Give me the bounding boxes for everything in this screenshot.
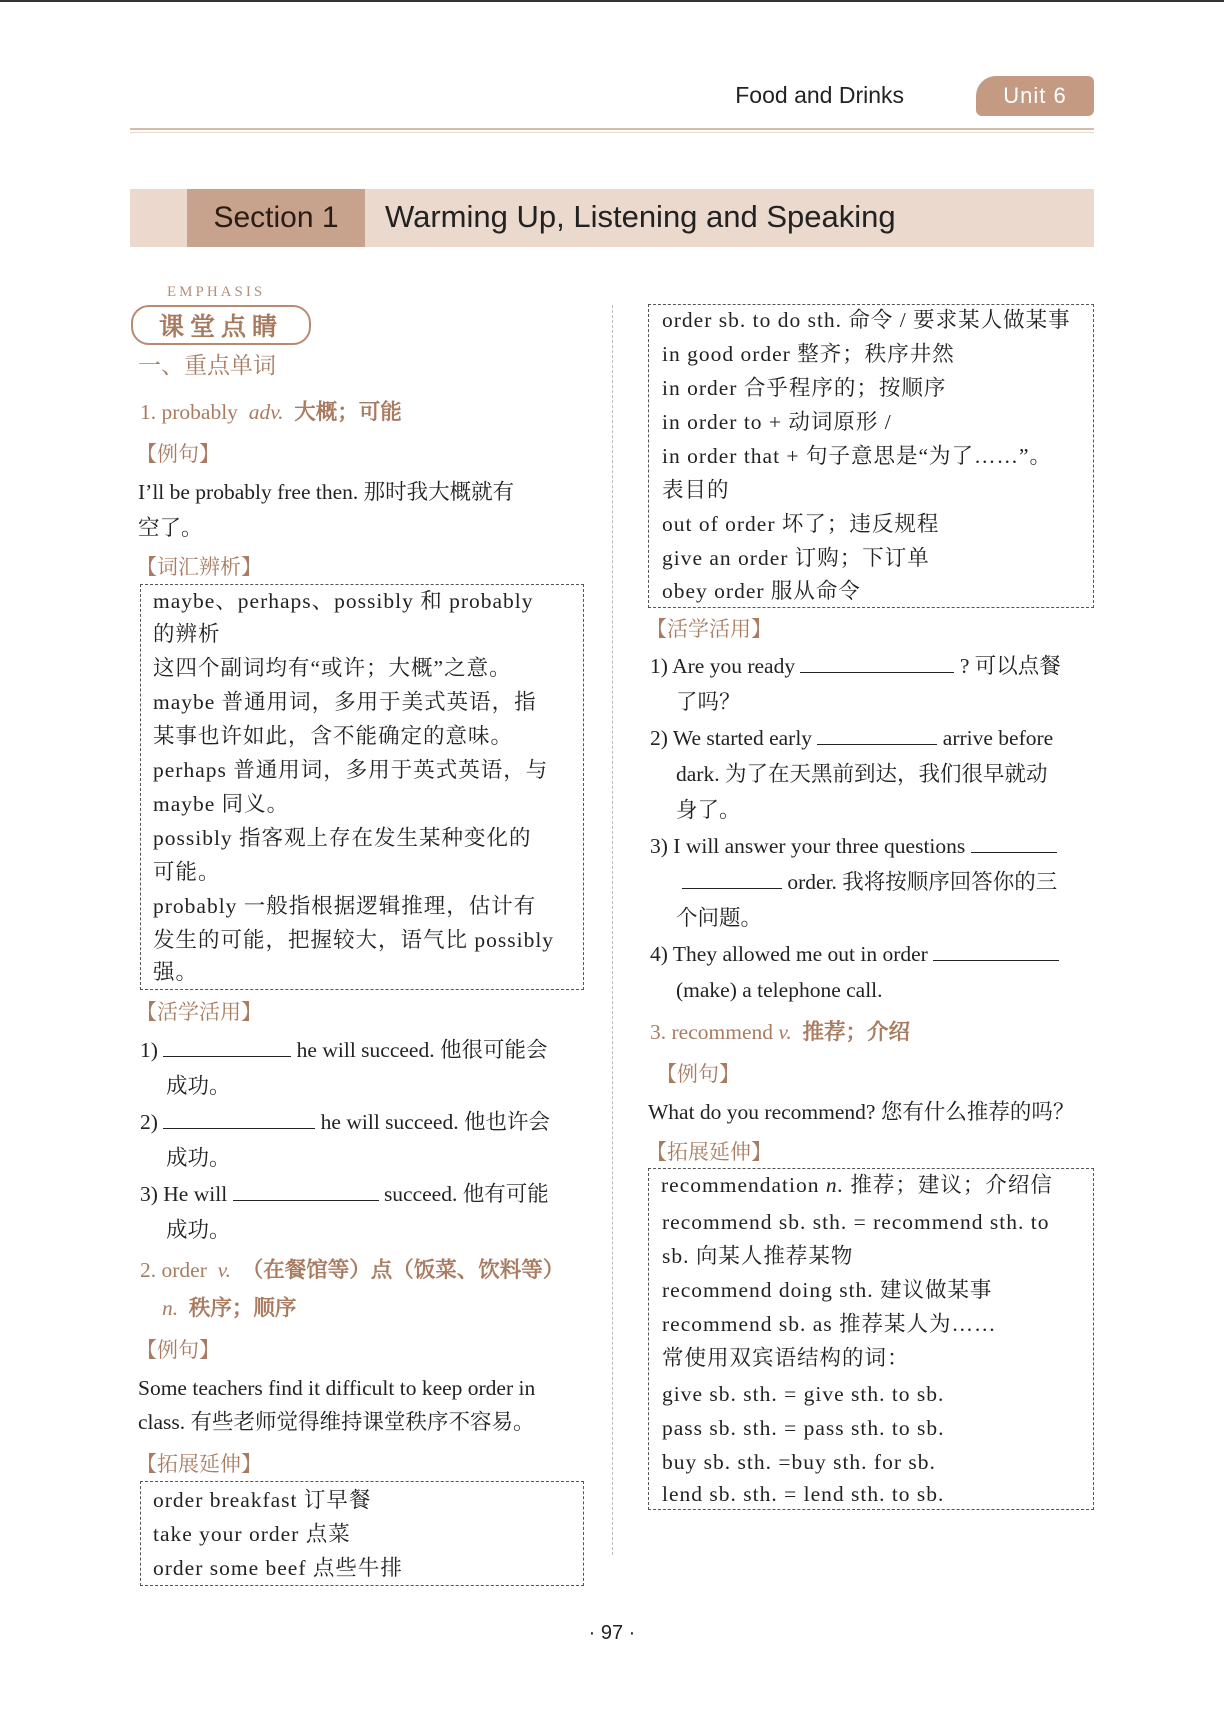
extend-line: 常使用双宾语结构的词： bbox=[662, 1346, 910, 1370]
example-line: What do you recommend? 您有什么推荐的吗？ bbox=[648, 1100, 1075, 1124]
word-entry-recommend bbox=[650, 1018, 910, 1046]
extend-line: buy sb. sth. =buy sth. for sb. bbox=[662, 1450, 936, 1474]
label-practice: 【活学活用】 bbox=[646, 617, 772, 641]
extend-line: sb. 向某人推荐某物 bbox=[662, 1244, 854, 1268]
word-meaning: 大概；可能 bbox=[294, 400, 402, 424]
extend-line: lend sb. sth. = lend sth. to sb. bbox=[662, 1482, 945, 1506]
example-line: I’ll be probably free then. 那时我大概就有 bbox=[138, 480, 515, 504]
word-meaning: 推荐；介绍 bbox=[802, 1020, 910, 1044]
item-text: he will succeed. 他很可能会 bbox=[296, 1038, 548, 1062]
word-pos: n. bbox=[162, 1296, 179, 1320]
phrase-line: order sb. to do sth. 命令 / 要求某人做某事 bbox=[662, 308, 1071, 332]
vocab-heading: 一、重点单词 bbox=[138, 353, 276, 379]
item-number: 2) bbox=[140, 1110, 158, 1134]
answer-blank[interactable] bbox=[163, 1036, 291, 1057]
extend-line: recommend sb. sth. = recommend sth. to bbox=[662, 1210, 1050, 1234]
vocab-line: 这四个副词均有“或许；大概”之意。 bbox=[153, 656, 512, 680]
practice-q4 bbox=[650, 940, 1059, 968]
item-text: recommendation bbox=[661, 1173, 820, 1197]
practice-q2-cont: 身了。 bbox=[676, 798, 741, 822]
vocab-line: probably 一般指根据逻辑推理，估计有 bbox=[153, 894, 537, 918]
extend-line: pass sb. sth. = pass sth. to sb. bbox=[662, 1416, 945, 1440]
extend-line bbox=[661, 1171, 1053, 1199]
practice-q2 bbox=[650, 724, 1053, 752]
phrase-line: in order to + 动词原形 / bbox=[662, 410, 892, 434]
answer-blank[interactable] bbox=[933, 940, 1059, 961]
practice-item-3 bbox=[140, 1180, 549, 1208]
item-text: ? 可以点餐 bbox=[959, 654, 1061, 678]
word-entry-order bbox=[140, 1256, 564, 1284]
vocab-line: 可能。 bbox=[153, 860, 221, 884]
item-text: 推荐；建议；介绍信 bbox=[850, 1173, 1053, 1197]
practice-item-1 bbox=[140, 1036, 547, 1064]
phrase-line: give an order 订购；下订单 bbox=[662, 546, 930, 570]
extend-line: give sb. sth. = give sth. to sb. bbox=[662, 1382, 945, 1406]
extend-line: order breakfast 订早餐 bbox=[153, 1488, 372, 1512]
word-meaning: （在餐馆等）点（饭菜、饮料等） bbox=[241, 1258, 565, 1282]
answer-blank[interactable] bbox=[800, 652, 954, 673]
item-number: 1) bbox=[140, 1038, 158, 1062]
item-text: arrive before bbox=[942, 726, 1054, 750]
phrase-line: obey order 服从命令 bbox=[662, 579, 861, 603]
extend-line: take your order 点菜 bbox=[153, 1522, 351, 1546]
phrase-line: in good order 整齐；秩序井然 bbox=[662, 342, 955, 366]
answer-blank[interactable] bbox=[233, 1180, 379, 1201]
label-example: 【例句】 bbox=[136, 1338, 220, 1362]
vocab-line: 发生的可能，把握较大，语气比 possibly bbox=[153, 928, 555, 952]
emphasis-label: EMPHASIS bbox=[167, 284, 266, 300]
header-rule bbox=[130, 128, 1094, 130]
item-text: 4) They allowed me out in order bbox=[650, 942, 928, 966]
emphasis-badge: 课堂点睛 bbox=[131, 305, 311, 345]
word-meaning: 秩序；顺序 bbox=[188, 1296, 297, 1320]
vocab-line: maybe、perhaps、possibly 和 probably bbox=[153, 589, 534, 613]
item-text: 2) We started early bbox=[650, 726, 813, 750]
word-pos: n. bbox=[825, 1173, 844, 1197]
vocab-line: perhaps 普通用词，多用于英式英语，与 bbox=[153, 758, 549, 782]
example-line: 空了。 bbox=[138, 516, 203, 540]
phrase-line: out of order 坏了；违反规程 bbox=[662, 512, 940, 536]
practice-item-2 bbox=[140, 1108, 550, 1136]
label-practice: 【活学活用】 bbox=[136, 1000, 262, 1024]
extend-line: recommend doing sth. 建议做某事 bbox=[662, 1278, 993, 1302]
example-line: Some teachers find it difficult to keep order in bbox=[138, 1376, 536, 1400]
label-example: 【例句】 bbox=[656, 1062, 740, 1086]
phrase-line: in order that + 句子意思是“为了……”。 bbox=[662, 444, 1053, 468]
word-pos: adv. bbox=[248, 400, 284, 424]
answer-blank[interactable] bbox=[163, 1108, 315, 1129]
item-text: 3) I will answer your three questions bbox=[650, 834, 966, 858]
answer-blank[interactable] bbox=[817, 724, 937, 745]
word-pos: v. bbox=[778, 1020, 792, 1044]
label-vocab-analysis: 【词汇辨析】 bbox=[136, 555, 262, 579]
label-extend: 【拓展延伸】 bbox=[136, 1452, 262, 1476]
practice-q1 bbox=[650, 652, 1061, 680]
practice-item-1-cont: 成功。 bbox=[166, 1074, 231, 1098]
word-entry-order-noun bbox=[162, 1294, 296, 1322]
unit-badge: Unit 6 bbox=[976, 76, 1094, 116]
vocab-line: maybe 普通用词，多用于美式英语，指 bbox=[153, 690, 537, 714]
practice-q4-cont: (make) a telephone call. bbox=[676, 978, 883, 1002]
answer-blank[interactable] bbox=[682, 868, 782, 889]
item-text: he will succeed. 他也许会 bbox=[320, 1110, 550, 1134]
vocab-line: 某事也许如此，含不能确定的意味。 bbox=[153, 724, 514, 748]
label-extend: 【拓展延伸】 bbox=[646, 1140, 772, 1164]
practice-q1-cont: 了吗？ bbox=[676, 690, 741, 714]
practice-q3 bbox=[650, 832, 1057, 860]
phrase-line: in order 合乎程序的；按顺序 bbox=[662, 376, 947, 400]
vocab-line: 的辨析 bbox=[153, 622, 221, 646]
practice-q3-cont bbox=[682, 868, 1057, 896]
example-line: class. 有些老师觉得维持课堂秩序不容易。 bbox=[138, 1410, 535, 1434]
section-title: Warming Up, Listening and Speaking bbox=[385, 199, 896, 234]
vocab-line: 强。 bbox=[153, 960, 199, 984]
item-text: succeed. 他有可能 bbox=[383, 1182, 549, 1206]
header-rule-thin bbox=[130, 132, 1094, 133]
extend-line: recommend sb. as 推荐某人为…… bbox=[662, 1312, 997, 1336]
word-recommend: 3. recommend bbox=[650, 1020, 773, 1044]
vocab-line: possibly 指客观上存在发生某种变化的 bbox=[153, 826, 532, 850]
phrase-line: 表目的 bbox=[662, 478, 730, 502]
word-entry-probably bbox=[140, 398, 402, 426]
practice-q2-cont: dark. 为了在天黑前到达，我们很早就动 bbox=[676, 762, 1048, 786]
practice-item-3-cont: 成功。 bbox=[166, 1218, 231, 1242]
word-probably: 1. probably bbox=[140, 400, 238, 424]
item-text: 3) He will bbox=[140, 1182, 228, 1206]
top-border bbox=[0, 0, 1224, 2]
header-title: Food and Drinks bbox=[735, 82, 904, 108]
vocab-line: maybe 同义。 bbox=[153, 792, 290, 816]
item-text: 1) Are you ready bbox=[650, 654, 796, 678]
label-example: 【例句】 bbox=[136, 442, 220, 466]
page-number: · 97 · bbox=[588, 1622, 636, 1644]
answer-blank[interactable] bbox=[971, 832, 1057, 853]
word-order: 2. order bbox=[140, 1258, 207, 1282]
extend-line: order some beef 点些牛排 bbox=[153, 1556, 403, 1580]
practice-q3-cont: 个问题。 bbox=[676, 906, 763, 930]
column-divider bbox=[612, 305, 613, 1555]
word-pos: v. bbox=[217, 1258, 231, 1282]
section-tab: Section 1 bbox=[187, 189, 365, 247]
practice-item-2-cont: 成功。 bbox=[166, 1146, 231, 1170]
item-text: order. 我将按顺序回答你的三 bbox=[787, 870, 1058, 894]
